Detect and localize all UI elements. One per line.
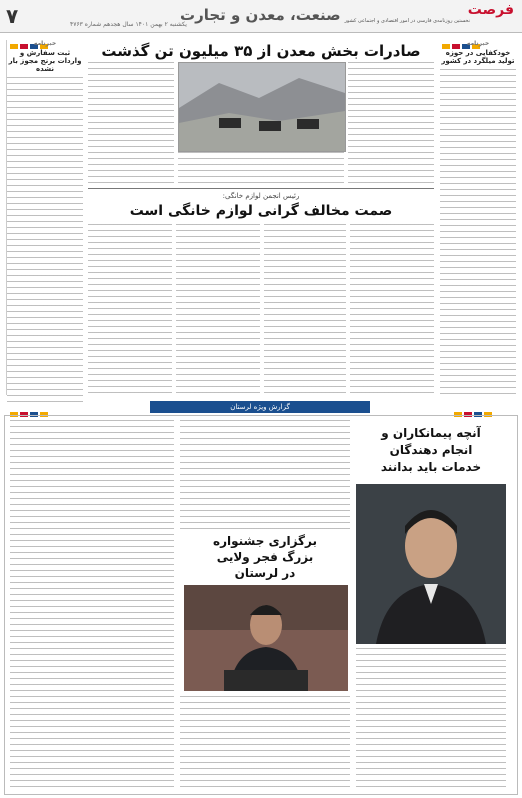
- second-story-headline: صمت مخالف گرانی لوازم خانگی است: [129, 203, 393, 219]
- mining-trucks-photo: [178, 62, 346, 152]
- main-story-text-col1: [348, 62, 434, 184]
- lorestan-story2-headline-line2: بزرگ فجر ولایی: [216, 550, 314, 564]
- divider: [88, 188, 434, 189]
- page-number: ۷: [6, 4, 19, 28]
- main-story-text-under-photo: [178, 152, 344, 184]
- newspaper-tagline: نخستین روزنامه‌ی فارسی در امور اقتصادی و اجتماعی کشور: [344, 18, 470, 24]
- lorestan-story1-headline-line2: انجام دهندگان: [389, 443, 473, 457]
- right-column: [440, 40, 516, 395]
- lorestan-banner: گزارش ویژه لرستان: [150, 401, 370, 413]
- second-story-col2: [264, 224, 346, 394]
- lorestan-story2-headline-line3: در لرستان: [234, 566, 296, 580]
- left-column: [6, 40, 83, 395]
- left-column-text: [7, 77, 83, 407]
- left-column-kicker: خبرنامه: [33, 40, 57, 47]
- right-column-headline: خودکفایی در حوزه تولید میلگرد در کشور: [441, 49, 515, 65]
- second-story-col4: [88, 224, 172, 394]
- lorestan-story1-headline: [356, 425, 506, 476]
- left-column-headline: ثبت سفارش و واردات برنج مجوز بار نشده: [8, 49, 82, 73]
- lorestan-left-text: [10, 420, 174, 788]
- lorestan-story1-headline-line3: خدمات باید بدانند: [380, 460, 482, 474]
- second-story-kicker: رئیس انجمن لوازم خانگی:: [222, 192, 300, 200]
- second-story-col3: [176, 224, 260, 394]
- lorestan-story2-text: [180, 696, 350, 788]
- official-photo: [184, 585, 348, 691]
- main-story-text-col3: [88, 62, 174, 184]
- right-column-text: [440, 69, 516, 399]
- lorestan-middle-text-top: [180, 420, 350, 530]
- date-line: یکشنبه ۲ بهمن ۱۴۰۱ سال هجدهم شماره ۴۷۶۳: [70, 21, 187, 28]
- lorestan-story2-headline: [180, 533, 350, 581]
- main-story-headline: صادرات بخش معدن از ۳۵ میلیون تن گذشت: [101, 42, 421, 60]
- lorestan-story1-headline-line1: آنچه پیمانکاران و: [381, 426, 481, 440]
- right-column-kicker: خبرنامه: [466, 40, 490, 47]
- lorestan-story1-text-right: [356, 648, 506, 788]
- portrait-photo: [356, 484, 506, 644]
- newspaper-logo: فرصت: [467, 2, 514, 18]
- color-strip-mid-left: [8, 402, 48, 408]
- color-strip-mid-right: [452, 402, 492, 408]
- section-title: صنعت، معدن و تجارت: [180, 6, 341, 24]
- lorestan-story2-headline-line1: برگزاری جشنواره: [213, 534, 317, 548]
- second-story-col1: [350, 224, 434, 394]
